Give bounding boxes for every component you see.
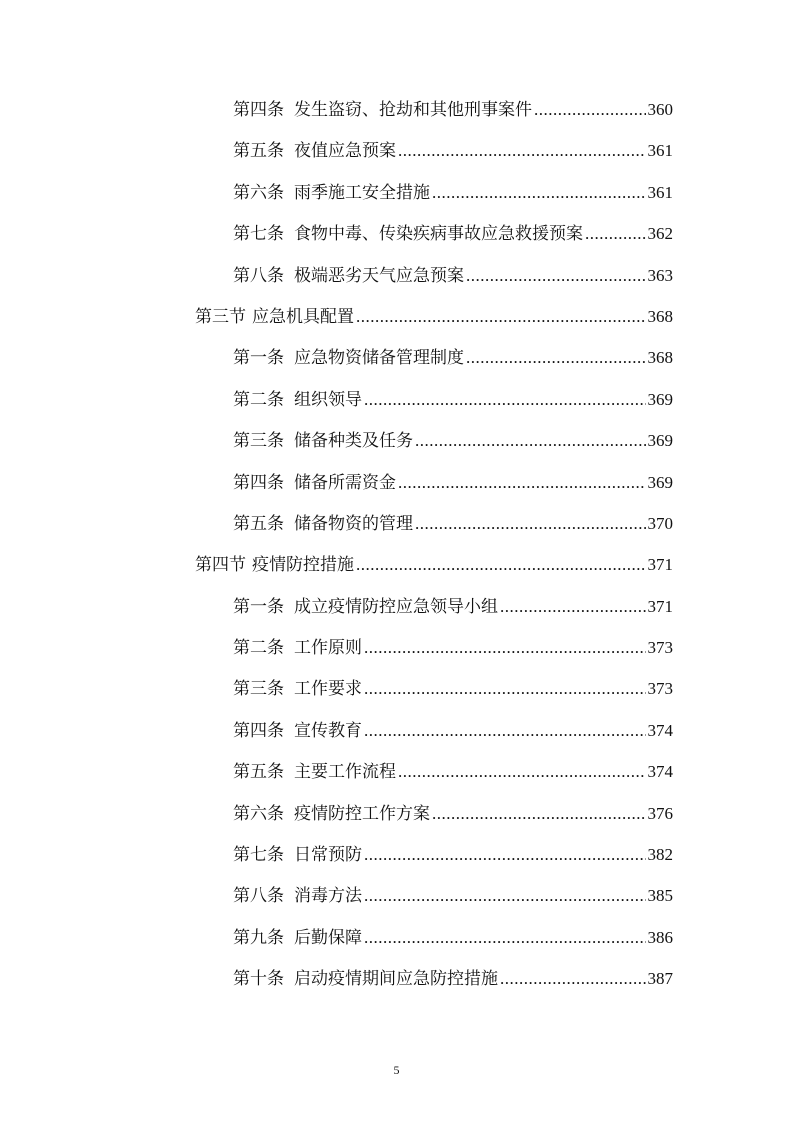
- toc-entry-page: 382: [647, 845, 673, 865]
- toc-leader-dots: [364, 668, 646, 709]
- toc-entry-label: [233, 338, 464, 379]
- toc-entry-label: [233, 214, 583, 255]
- toc-entry[interactable]: [0, 172, 793, 213]
- toc-entry-label: [233, 876, 362, 917]
- toc-entry-label: [233, 752, 396, 793]
- toc-section-entry[interactable]: [0, 296, 793, 337]
- toc-entry-label: [233, 669, 362, 710]
- toc-leader-dots: [500, 586, 646, 627]
- toc-entry-title: 工作要求: [294, 679, 362, 700]
- toc-entry-page: 376: [647, 803, 673, 823]
- toc-leader-dots: [466, 337, 646, 378]
- toc-entry-number: 第五条: [233, 141, 284, 162]
- toc-entry-number: 第七条: [233, 224, 284, 245]
- toc-entry-page: 369: [647, 389, 673, 409]
- toc-entry-label: [233, 628, 362, 669]
- toc-leader-dots: [500, 958, 646, 999]
- toc-entry[interactable]: [0, 710, 793, 751]
- toc-entry-number: 第八条: [233, 886, 284, 907]
- toc-entry-label: [195, 545, 354, 586]
- toc-leader-dots: [364, 710, 646, 751]
- toc-entry-page: 373: [647, 638, 673, 658]
- toc-entry-title: 夜值应急预案: [294, 141, 396, 162]
- toc-leader-dots: [364, 834, 646, 875]
- toc-entry-page: 368: [647, 306, 673, 326]
- toc-entry[interactable]: [0, 958, 793, 999]
- toc-entry-number: 第二条: [233, 389, 284, 410]
- toc-entry-label: [233, 173, 430, 214]
- toc-entry-label: [233, 421, 413, 462]
- toc-entry-title: 疫情防控工作方案: [294, 803, 430, 824]
- toc-entry-number: 第十条: [233, 969, 284, 990]
- toc-entry[interactable]: [0, 89, 793, 130]
- toc-entry-number: 第四条: [233, 720, 284, 741]
- toc-entry-number: 第八条: [233, 265, 284, 286]
- toc-entry-number: 第九条: [233, 927, 284, 948]
- toc-entry-title: 极端恶劣天气应急预案: [294, 265, 464, 286]
- toc-section-entry[interactable]: [0, 544, 793, 585]
- toc-entry-label: [233, 918, 362, 959]
- toc-entry-title: 消毒方法: [294, 886, 362, 907]
- toc-entry-number: 第三条: [233, 679, 284, 700]
- toc-entry[interactable]: [0, 627, 793, 668]
- toc-entry[interactable]: [0, 668, 793, 709]
- toc-entry-title: 日常预防: [294, 845, 362, 866]
- toc-entry[interactable]: [0, 420, 793, 461]
- toc-entry-label: [233, 504, 413, 545]
- toc-entry-title: 组织领导: [294, 389, 362, 410]
- toc-entry-title: 储备物资的管理: [294, 513, 413, 534]
- toc-entry-page: 373: [647, 679, 673, 699]
- toc-entry-label: [233, 380, 362, 421]
- toc-entry-title: 疫情防控措施: [252, 555, 354, 576]
- toc-entry-title: 应急机具配置: [252, 306, 354, 327]
- toc-leader-dots: [466, 255, 646, 296]
- toc-entry-number: 第四条: [233, 472, 284, 493]
- toc-leader-dots: [415, 503, 646, 544]
- toc-entry[interactable]: [0, 255, 793, 296]
- toc-entry[interactable]: [0, 875, 793, 916]
- toc-entry-number: 第四节: [195, 555, 246, 576]
- toc-entry-page: 374: [647, 762, 673, 782]
- toc-leader-dots: [398, 130, 646, 171]
- toc-entry-title: 启动疫情期间应急防控措施: [294, 969, 498, 990]
- toc-entry[interactable]: [0, 586, 793, 627]
- toc-entry-page: 385: [647, 886, 673, 906]
- toc-leader-dots: [364, 627, 646, 668]
- toc-entry[interactable]: [0, 379, 793, 420]
- toc-entry-page: 360: [647, 100, 673, 119]
- toc-entry-page: 369: [647, 472, 673, 492]
- toc-entry-page: 362: [647, 224, 673, 244]
- toc-leader-dots: [398, 462, 646, 503]
- toc-entry-label: [233, 959, 498, 1000]
- page-number: 5: [393, 1063, 400, 1077]
- toc-leader-dots: [534, 89, 646, 130]
- toc-entry-number: 第六条: [233, 182, 284, 203]
- toc-entry-title: 储备所需资金: [294, 472, 396, 493]
- toc-entry-page: 361: [647, 141, 673, 161]
- toc-entry[interactable]: [0, 793, 793, 834]
- toc-entry-page: 371: [647, 555, 673, 575]
- toc-entry-title: 后勤保障: [294, 927, 362, 948]
- toc-entry-title: 成立疫情防控应急领导小组: [294, 596, 498, 617]
- toc-entry[interactable]: [0, 917, 793, 958]
- toc-entry-number: 第七条: [233, 845, 284, 866]
- toc-entry-label: [233, 131, 396, 172]
- toc-entry[interactable]: [0, 337, 793, 378]
- toc-entry-page: 363: [647, 265, 673, 285]
- toc-entry[interactable]: [0, 751, 793, 792]
- toc-leader-dots: [364, 379, 646, 420]
- toc-entry-page: 370: [647, 513, 673, 533]
- toc-entry[interactable]: [0, 130, 793, 171]
- toc-entry-number: 第二条: [233, 638, 284, 659]
- toc-entry-label: [233, 90, 532, 131]
- toc-entry-label: [233, 711, 362, 752]
- toc-leader-dots: [415, 420, 646, 461]
- toc-entry[interactable]: [0, 462, 793, 503]
- toc-entry-title: 食物中毒、传染疾病事故应急救援预案: [294, 224, 583, 245]
- toc-leader-dots: [356, 544, 646, 585]
- toc-entry[interactable]: [0, 213, 793, 254]
- toc-leader-dots: [364, 875, 646, 916]
- toc-entry-page: 387: [647, 969, 673, 989]
- toc-leader-dots: [398, 751, 646, 792]
- toc-entry-title: 储备种类及任务: [294, 431, 413, 452]
- toc-leader-dots: [356, 296, 646, 337]
- toc-entry-number: 第四条: [233, 100, 284, 120]
- toc-entry-label: [233, 794, 430, 835]
- toc-entry-number: 第一条: [233, 348, 284, 369]
- toc-entry-number: 第三条: [233, 431, 284, 452]
- toc-entry-number: 第六条: [233, 803, 284, 824]
- toc-entry[interactable]: [0, 503, 793, 544]
- toc-entry-title: 应急物资储备管理制度: [294, 348, 464, 369]
- toc-entry-page: 386: [647, 927, 673, 947]
- toc-leader-dots: [364, 917, 646, 958]
- toc-entry-number: 第五条: [233, 762, 284, 783]
- toc-entry-title: 工作原则: [294, 638, 362, 659]
- toc-entry-title: 主要工作流程: [294, 762, 396, 783]
- toc-entry-page: 369: [647, 431, 673, 451]
- toc-leader-dots: [585, 213, 646, 254]
- toc-entry-number: 第五条: [233, 513, 284, 534]
- toc-entry-page: 368: [647, 348, 673, 368]
- toc-entry-title: 发生盗窃、抢劫和其他刑事案件: [294, 100, 532, 120]
- toc-leader-dots: [432, 172, 646, 213]
- toc-entry[interactable]: [0, 834, 793, 875]
- toc-entry-page: 361: [647, 182, 673, 202]
- toc-entry-label: [195, 297, 354, 338]
- table-of-contents: [0, 89, 793, 1000]
- toc-entry-label: [233, 463, 396, 504]
- toc-entry-label: [233, 256, 464, 297]
- toc-entry-number: 第一条: [233, 596, 284, 617]
- toc-entry-title: 宣传教育: [294, 720, 362, 741]
- toc-entry-page: 374: [647, 720, 673, 740]
- toc-entry-label: [233, 835, 362, 876]
- toc-entry-number: 第三节: [195, 306, 246, 327]
- toc-entry-title: 雨季施工安全措施: [294, 182, 430, 203]
- toc-entry-label: [233, 587, 498, 628]
- toc-leader-dots: [432, 793, 646, 834]
- toc-entry-page: 371: [647, 596, 673, 616]
